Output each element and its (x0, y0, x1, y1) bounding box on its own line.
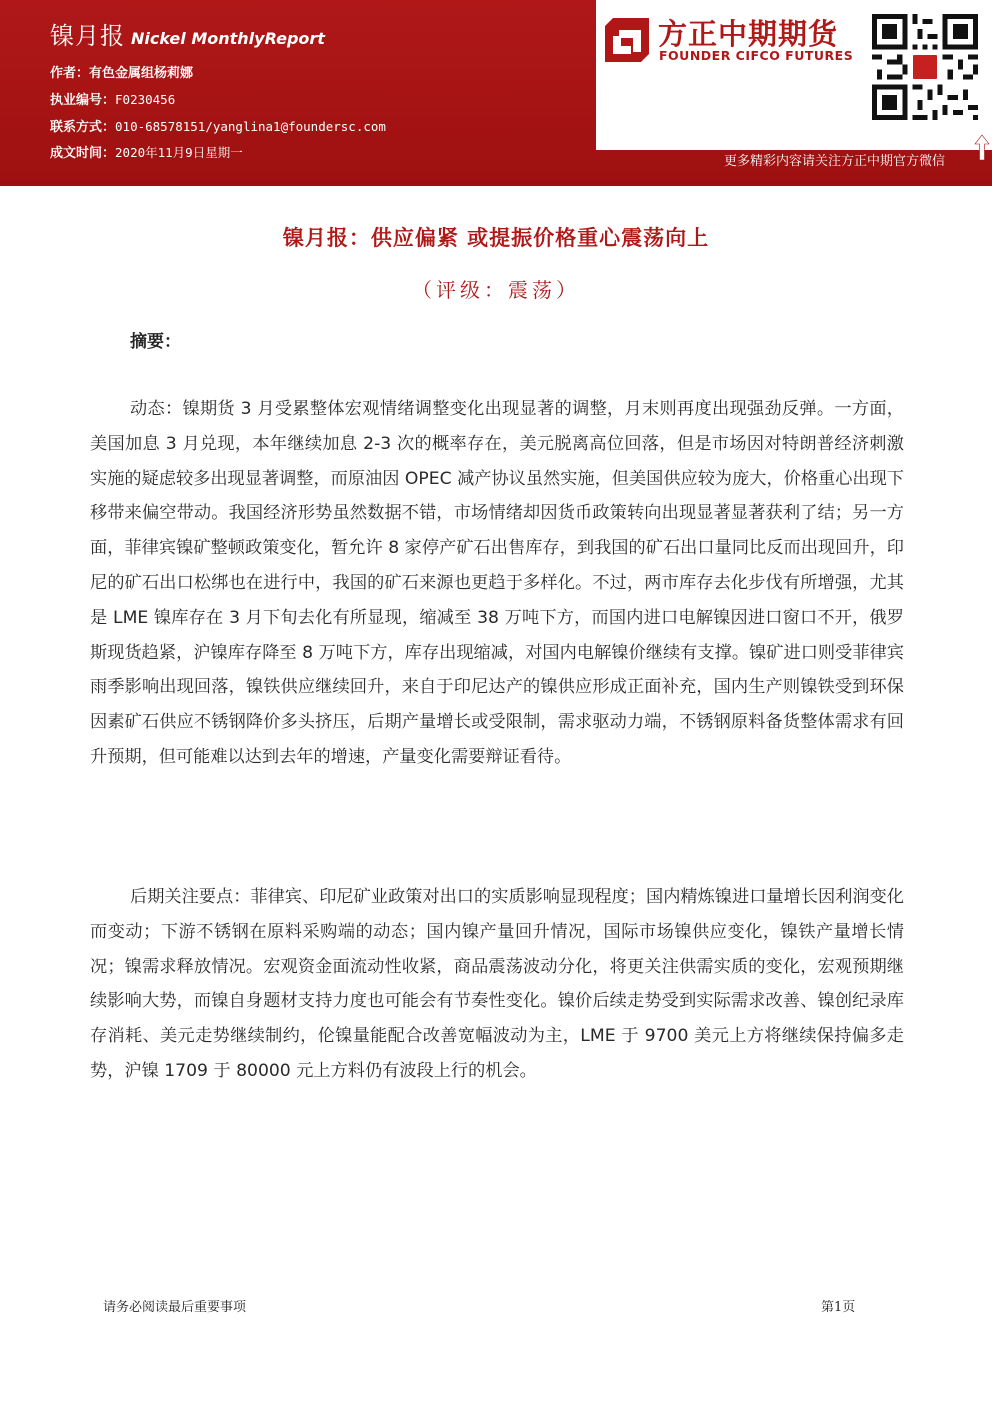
contact-label: 联系方式： (50, 120, 116, 135)
report-title (50, 16, 325, 51)
qr-code-icon[interactable] (866, 8, 984, 126)
author-line (50, 62, 193, 81)
date-label: 成文时间： (50, 146, 116, 161)
report-title-en: Nickel MonthlyReport (131, 29, 325, 48)
qr-badge (911, 53, 939, 81)
paragraph-dynamics: 动态：镍期货 3 月受累整体宏观情绪调整变化出现显著的调整，月末则再度出现强劲反弹。一方面，美国加息 3 月兑现，本年继续加息 2-3 次的概率存在，美元脱离高位回落，但是市场因对特朗普经济刺激实施的疑虑较多出现显著调整，而原油因 OPEC 减产协议虽然实施，但美国供应较为庞大，价格重心出现下移带来偏空带动。我国经济形势虽然数据不错，市场情绪却因货币政策转向出现显著显著获利了结；另一方面，菲律宾镍矿整顿政策变化，暂允许 8 家停产矿石出售库存，到我国的矿石出口量同比反而出现回升，印尼的矿石出口松绑也在进行中，我国的矿石来源也更趋于多样化。不过，两市库存去化步伐有所增强，尤其是 LME 镍库存在 3 月下旬去化有所显现，缩减至 38 万吨下方，而国内进口电解镍因进口窗口不开，俄罗斯现货趋紧，沪镍库存降至 8 万吨下方，库存出现缩减，对国内电解镍价继续有支撑。镍矿进口则受菲律宾雨季影响出现回落，镍铁供应继续回升，来自于印尼达产的镍供应形成正面补充，国内生产则镍铁受到环保因素矿石供应不锈钢降价多头挤压，后期产量增长或受限制，需求驱动力端，不锈钢原料备货整体需求有回升预期，但可能难以达到去年的增速，产量变化需要辩证看待。 (90, 399, 904, 767)
rating-text: （评级：震荡） (412, 278, 580, 302)
license-label: 执业编号： (50, 93, 116, 108)
contact-value: 010-68578151/yanglina1@foundersc.com (115, 119, 386, 134)
founder-logo-icon (603, 16, 651, 64)
author-label: 作者： (50, 66, 90, 81)
contact-line (50, 116, 386, 135)
paragraph-outlook: 后期关注要点：菲律宾、印尼矿业政策对出口的实质影响显现程度；国内精炼镍进口量增长因利润变化而变动；下游不锈钢在原料采购端的动态；国内镍产量回升情况，国际市场镍供应变化，镍铁产量增长情况；镍需求释放情况。宏观资金面流动性收紧，商品震荡波动分化，将更关注供需实质的变化，宏观预期继续影响大势，而镍自身题材支持力度也可能会有节奏性变化。镍价后续走势受到实际需求改善、镍创纪录库存消耗、美元走势继续制约，伦镍量能配合改善宽幅波动为主，LME 于 9700 美元上方将继续保持偏多走势，沪镍 1709 于 80000 元上方料仍有波段上行的机会。 (90, 887, 904, 1081)
document-title: 镍月报：供应偏紧 或提振价格重心震荡向上 (282, 226, 710, 250)
follow-text: 更多精彩内容请关注方正中期官方微信 (724, 154, 946, 169)
report-title-cn: 镍月报 (50, 22, 125, 50)
author-value: 有色金属组杨莉娜 (89, 66, 194, 81)
arrow-up-icon (974, 134, 990, 162)
license-line (50, 89, 175, 108)
footer-notice: 请务必阅读最后重要事项 (103, 1300, 247, 1315)
date-value: 2020年11月9日星期一 (115, 145, 243, 160)
logo-name-en: FOUNDER CIFCO FUTURES (659, 48, 854, 63)
logo-name-cn: 方正中期期货 (658, 17, 839, 51)
date-line (50, 142, 243, 161)
page-number: 第1页 (821, 1300, 856, 1315)
license-value: F0230456 (115, 92, 176, 107)
abstract-label: 摘要： (130, 332, 181, 352)
